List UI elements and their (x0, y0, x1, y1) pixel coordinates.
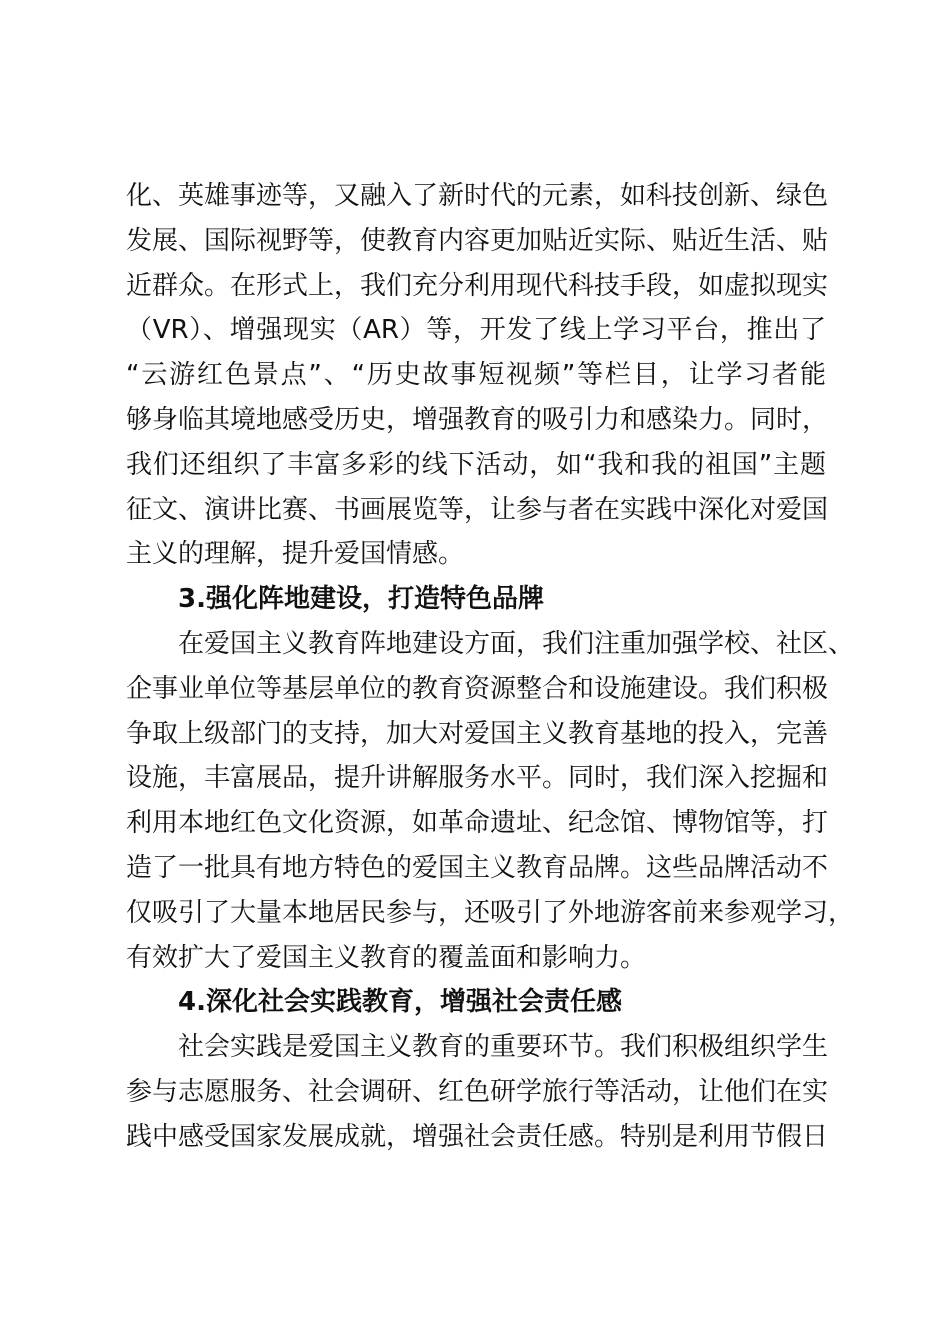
text-line: 造了一批具有地方特色的爱国主义教育品牌。这些品牌活动不 (126, 852, 829, 883)
text-line: 化、英雄事迹等，又融入了新时代的元素，如科技创新、绿色 (126, 181, 829, 211)
text-line: （VR）、增强现实（AR）等，开发了线上学习平台，推出了 (126, 315, 826, 346)
section-heading-3: 3.强化阵地建设，打造特色品牌 (178, 584, 544, 615)
paragraph-social-practice (126, 1025, 829, 1159)
text-line: 够身临其境地感受历史，增强教育的吸引力和感染力。同时， (126, 404, 829, 435)
text-line: “云游红色景点”、“历史故事短视频”等栏目，让学习者能 (126, 360, 826, 391)
document-body (126, 174, 855, 1160)
text-line: 主义的理解，提升爱国情感。 (126, 539, 465, 570)
text-line: 在爱国主义教育阵地建设方面，我们注重加强学校、社区、 (178, 628, 855, 659)
section-heading-4: 4.深化社会实践教育，增强社会责任感 (178, 987, 622, 1018)
text-line: 设施，丰富展品，提升讲解服务水平。同时，我们深入挖掘和 (126, 763, 829, 794)
text-line: 企事业单位等基层单位的教育资源整合和设施建设。我们积极 (126, 673, 829, 704)
text-line: 利用本地红色文化资源，如革命遗址、纪念馆、博物馆等，打 (126, 808, 829, 839)
text-line: 发展、国际视野等，使教育内容更加贴近实际、贴近生活、贴 (126, 225, 829, 256)
paragraph-content-form (126, 174, 829, 577)
text-line: 我们还组织了丰富多彩的线下活动，如“我和我的祖国”主题 (126, 449, 826, 480)
text-line: 争取上级部门的支持，加大对爱国主义教育基地的投入，完善 (126, 718, 829, 749)
paragraph-base-building (126, 622, 855, 980)
text-line: 近群众。在形式上，我们充分利用现代科技手段，如虚拟现实 (126, 270, 829, 301)
text-line: 有效扩大了爱国主义教育的覆盖面和影响力。 (126, 942, 647, 973)
text-line: 仅吸引了大量本地居民参与，还吸引了外地游客前来参观学习， (126, 897, 855, 928)
text-line: 征文、演讲比赛、书画展览等，让参与者在实践中深化对爱国 (126, 494, 829, 525)
text-line: 社会实践是爱国主义教育的重要环节。我们积极组织学生 (178, 1032, 829, 1063)
text-line: 参与志愿服务、社会调研、红色研学旅行等活动，让他们在实 (126, 1076, 829, 1107)
text-line: 践中感受国家发展成就，增强社会责任感。特别是利用节假日 (126, 1121, 829, 1152)
